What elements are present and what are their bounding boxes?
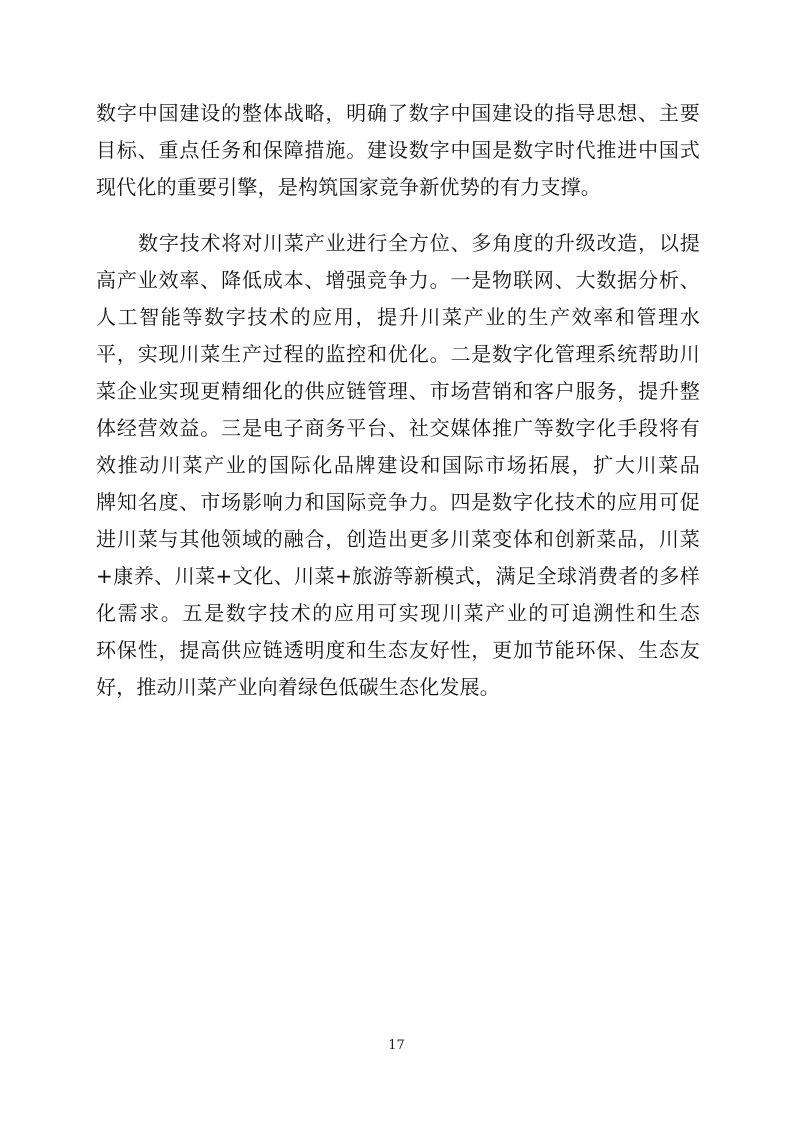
paragraph-1-line: 数字中国建设的整体战略，明确了数字中国建设的指导思想、主要 [96,101,700,125]
paragraph-2-line: 环保性，提高供应链透明度和生态友好性，更加节能环保、生态友 [96,638,700,662]
paragraph-2-line: +康养、川菜+文化、川菜+旅游等新模式，满足全球消费者的多样 [96,564,700,588]
paragraph-2-line: 化需求。五是数字技术的应用可实现川菜产业的可追溯性和生态 [96,601,700,625]
paragraph-2-line: 数字技术将对川菜产业进行全方位、多角度的升级改造，以提 [138,231,700,255]
paragraph-1-line: 目标、重点任务和保障措施。建设数字中国是数字时代推进中国式 [96,138,700,162]
paragraph-2-line: 平，实现川菜生产过程的监控和优化。二是数字化管理系统帮助川 [96,342,700,366]
paragraph-2-line: 人工智能等数字技术的应用，提升川菜产业的生产效率和管理水 [96,305,700,329]
paragraph-2-line: 菜企业实现更精细化的供应链管理、市场营销和客户服务，提升整 [96,379,700,403]
paragraph-2-line: 高产业效率、降低成本、增强竞争力。一是物联网、大数据分析、 [96,268,700,292]
paragraph-2-line: 效推动川菜产业的国际化品牌建设和国际市场拓展，扩大川菜品 [96,453,700,477]
paragraph-2 [96,225,700,706]
paragraph-1-line: 现代化的重要引擎，是构筑国家竞争新优势的有力支撑。 [96,175,601,199]
paragraph-2-line: 牌知名度、市场影响力和国际竞争力。四是数字化技术的应用可促 [96,490,700,514]
paragraph-2-line: 好，推动川菜产业向着绿色低碳生态化发展。 [96,675,500,699]
page-number: 17 [388,1038,405,1053]
paragraph-2-line: 进川菜与其他领域的融合，创造出更多川菜变体和创新菜品，川菜 [96,527,700,551]
paragraph-1 [96,95,700,206]
paragraph-2-line: 体经营效益。三是电子商务平台、社交媒体推广等数字化手段将有 [96,416,700,440]
